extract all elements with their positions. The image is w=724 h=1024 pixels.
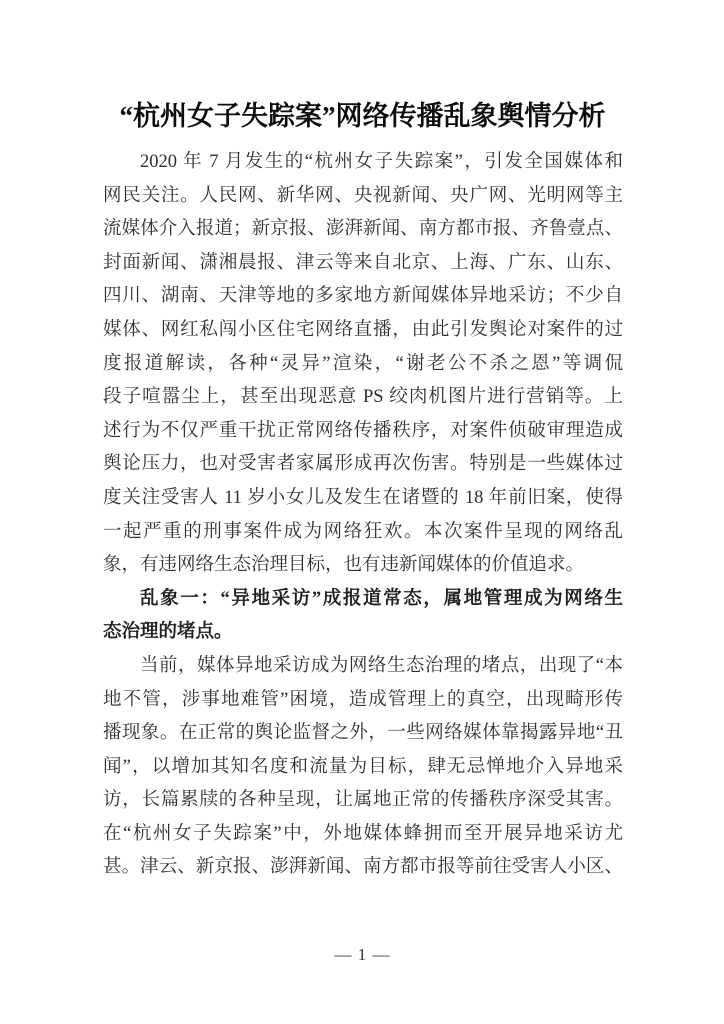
body-line: 访，长篇累牍的各种呈现，让属地正常的传播秩序深受其害。: [103, 790, 623, 811]
body-line: 四川、湖南、天津等地的多家地方新闻媒体异地采访；不少自: [103, 286, 623, 307]
document-title: “杭州女子失踪案”网络传播乱象舆情分析: [119, 101, 606, 131]
document-body: [103, 146, 623, 885]
body-line: 闻”，以增加其知名度和流量为目标，肆无忌惮地介入异地采: [103, 756, 623, 777]
heading-line: 乱象一：“异地采访”成报道常态，属地管理成为网络生: [140, 588, 623, 609]
heading-line: 态治理的堵点。: [103, 622, 233, 643]
body-line: 述行为不仅严重干扰正常网络传播秩序，对案件侦破审理造成: [103, 420, 623, 441]
body-line: 度关注受害人 11 岁小女儿及发生在诸暨的 18 年前旧案，使得: [103, 487, 623, 508]
body-line: 段子喧嚣尘上，甚至出现恶意 PS 绞肉机图片进行营销等。上: [103, 387, 623, 408]
body-line: 流媒体介入报道；新京报、澎湃新闻、南方都市报、齐鲁壹点、: [103, 219, 623, 240]
body-line: 地不管，涉事地难管”困境，造成管理上的真空，出现畸形传: [103, 689, 623, 710]
body-line: 甚。津云、新京报、澎湃新闻、南方都市报等前往受害人小区、: [103, 857, 623, 878]
body-line: 舆论压力，也对受害者家属形成再次伤害。特别是一些媒体过: [103, 454, 623, 475]
body-line: 媒体、网红私闯小区住宅网络直播，由此引发舆论对案件的过: [103, 319, 623, 340]
body-line: 网民关注。人民网、新华网、央视新闻、央广网、光明网等主: [103, 185, 623, 206]
body-line: 当前，媒体异地采访成为网络生态治理的堵点，出现了“本: [140, 655, 623, 676]
body-line: 播现象。在正常的舆论监督之外，一些网络媒体靠揭露异地“丑: [103, 723, 623, 744]
page-number: — 1 —: [334, 945, 391, 965]
body-line: 象，有违网络生态治理目标，也有违新闻媒体的价值追求。: [103, 555, 585, 576]
body-line: 2020 年 7 月发生的“杭州女子失踪案”，引发全国媒体和: [140, 152, 623, 172]
body-line: 封面新闻、潇湘晨报、津云等来自北京、上海、广东、山东、: [103, 252, 623, 273]
body-line: 度报道解读，各种“灵异”渲染，“谢老公不杀之恩”等调侃: [103, 353, 623, 374]
body-line: 在“杭州女子失踪案”中，外地媒体蜂拥而至开展异地采访尤: [103, 823, 623, 844]
body-line: 一起严重的刑事案件成为网络狂欢。本次案件呈现的网络乱: [103, 521, 623, 542]
